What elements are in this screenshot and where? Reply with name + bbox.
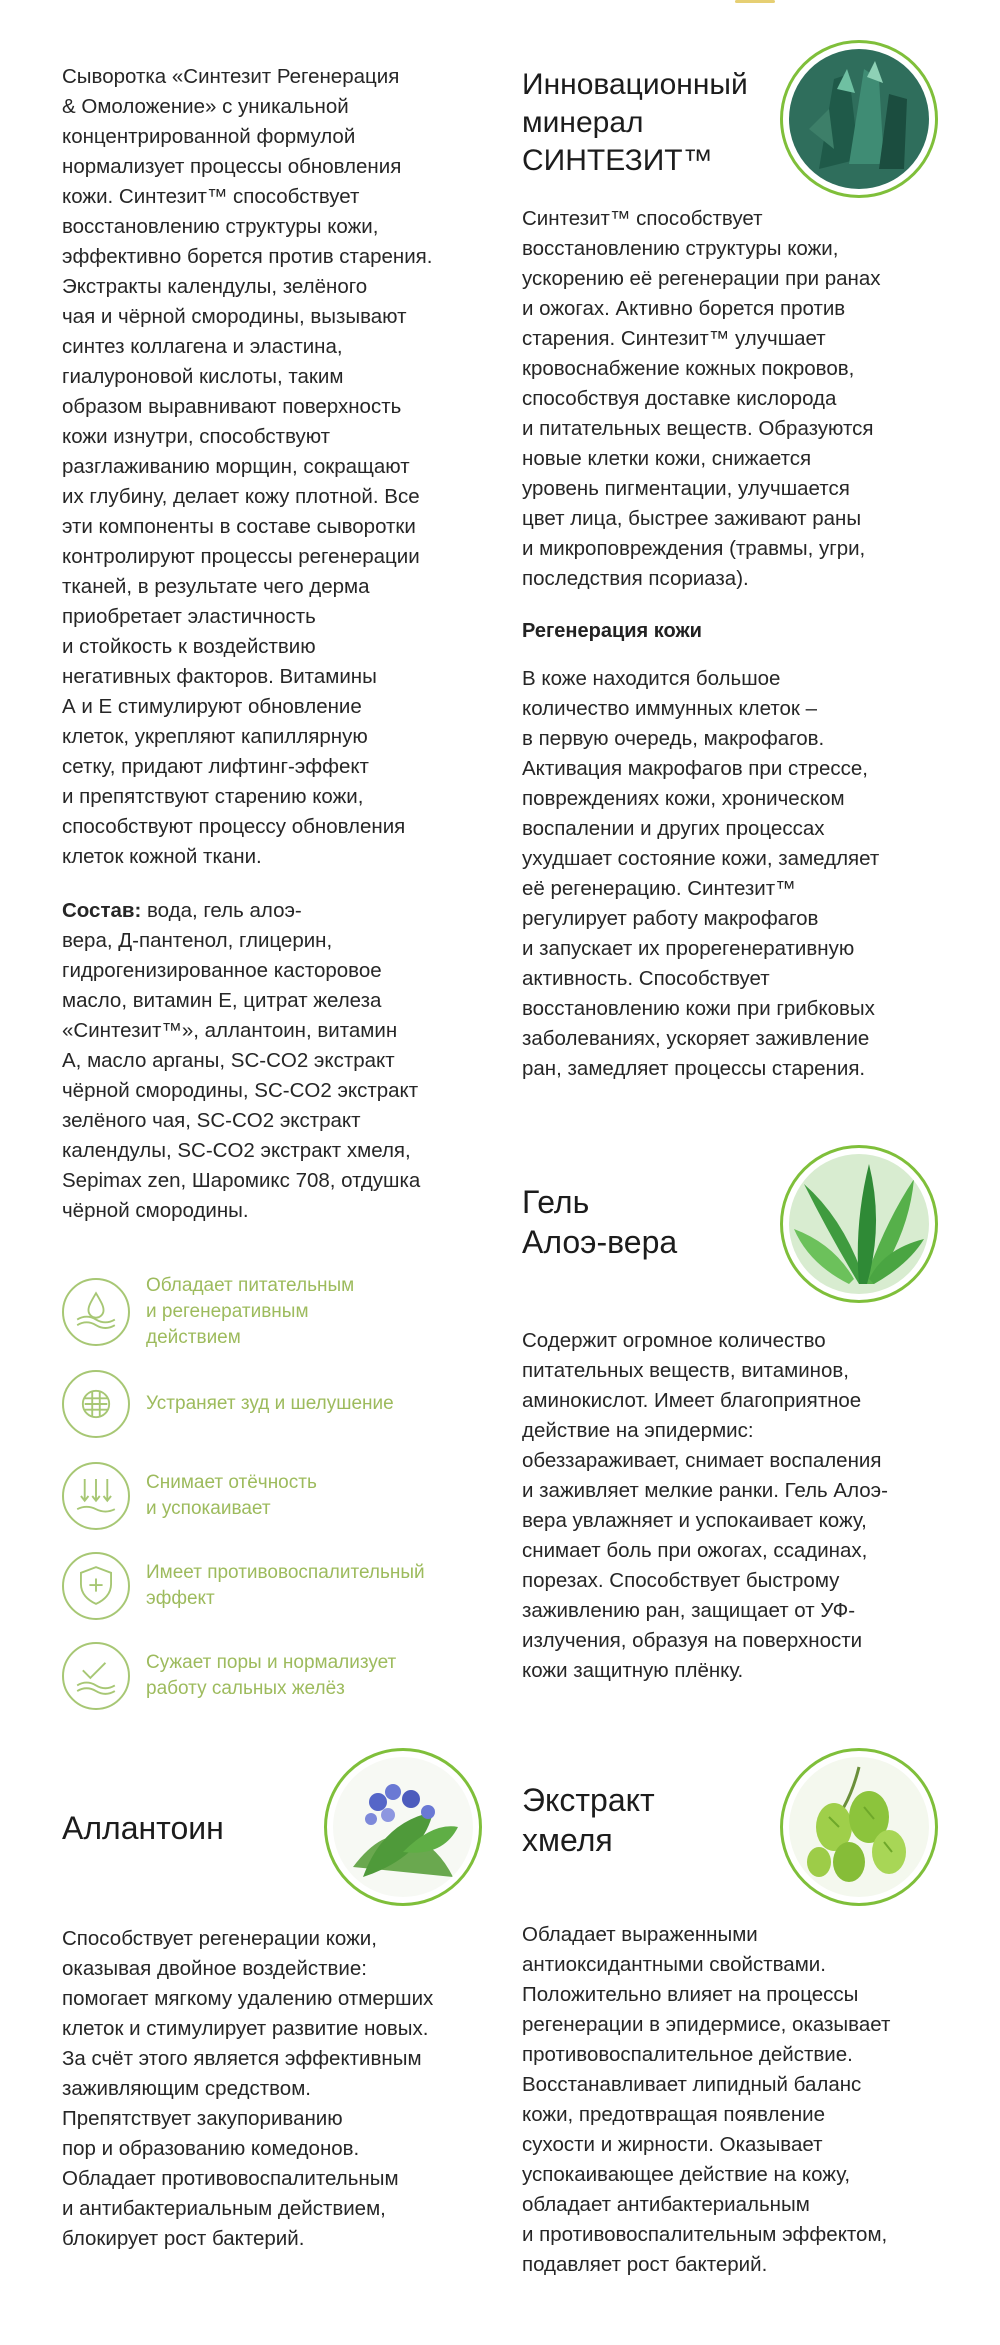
- composition-label: Состав:: [62, 899, 142, 922]
- benefit-item: [62, 1552, 482, 1628]
- allantoin-image: [324, 1748, 482, 1906]
- itch-relief-icon: [62, 1370, 130, 1438]
- down-arrows-icon: [62, 1462, 130, 1530]
- allantoin-text: Способствует регенерации кожи, оказывая двойное воздействие: помогает мягкому удалению отмерших клеток и стимулирует развитие новых. За счёт этого является эффективным заживляющим средством. Препятствует закупориванию пор и образованию комедонов. Обладает противовоспалительным и антибактериальным действием, блокирует рост бактерий.: [62, 1927, 434, 2250]
- skin-regeneration-subheading: Регенерация кожи: [522, 620, 702, 642]
- pores-check-icon: [62, 1642, 130, 1710]
- hops-image: [780, 1748, 938, 1906]
- hops-text: Обладает выраженными антиоксидантными свойствами. Положительно влияет на процессы регенерации в эпидермисе, оказывает противовоспалительное действие. Восстанавливает липидный баланс кожи, предотвращая появление сухости и жирности. Оказывает успокаивающее действие на кожу, обладает антибактериальным и противовоспалительным эффектом, подавляет рост бактерий.: [522, 1923, 891, 2276]
- benefit-label: Устраняет зуд и шелушение: [146, 1393, 394, 1414]
- benefit-item: [62, 1370, 482, 1446]
- aloe-title: Гель Алоэ-вера: [522, 1184, 678, 1260]
- benefit-item: [62, 1642, 482, 1718]
- intro-paragraph: Сыворотка «Синтезит Регенерация & Омоложение» с уникальной концентрированной формулой нормализует процессы обновления кожи. Синтезит™ способствует восстановлению структуры кожи, эффективно борется против старения. Экстракты календулы, зелёного чая и чёрной смородины, вызывают синтез коллагена и эластина, гиалуроновой кислоты, таким образом выравнивают поверхность кожи изнутри, способствуют разглаживанию морщин, сокращают их глубину, делает кожу плотной. Все эти компоненты в составе сыворотки контролируют процессы регенерации тканей, в результате чего дерма приобретает эластичность и стойкость к воздействию негативных факторов. Витамины А и Е стимулируют обновление клеток, укрепляют капиллярную сетку, придают лифтинг-эффект и препятствуют старению кожи, способствуют процессу обновления клеток кожной ткани.: [62, 65, 433, 868]
- syntezit-mineral-image: [780, 40, 938, 198]
- hops-title: Экстракт хмеля: [522, 1782, 655, 1858]
- skin-regeneration-text: В коже находится большое количество иммунных клеток – в первую очередь, макрофагов. Активация макрофагов при стрессе, повреждениях кожи, хроническом воспалении и других процессах ухудшает состояние кожи, замедляет её регенерацию. Синтезит™ регулирует работу макрофагов и запускает их прорегенеративную активность. Способствует восстановлению кожи при грибковых заболеваниях, ускоряет заживление ран, замедляет процессы старения.: [522, 667, 880, 1080]
- aloe-text: Содержит огромное количество питательных веществ, витаминов, аминокислот. Имеет благоприятное действие на эпидермис: обеззараживает, снимает воспаления и заживляет мелкие ранки. Гель Алоэ- вера увлажняет и успокаивает кожу, снимает боль при ожогах, ссадинах, порезах. Способствует быстрому заживлению ран, защищает от УФ- излучения, образуя на поверхности кожи защитную плёнку.: [522, 1329, 888, 1682]
- benefit-label: Сужает поры и нормализует работу сальных желёз: [146, 1652, 397, 1699]
- aloe-image: [780, 1145, 938, 1303]
- composition-block: [62, 896, 502, 1226]
- shield-icon: [62, 1552, 130, 1620]
- skin-layers-drop-icon: [62, 1278, 130, 1346]
- top-decoration: [735, 0, 775, 3]
- benefit-item: [62, 1275, 482, 1354]
- syntezit-title: Инновационный минерал СИНТЕЗИТ™: [522, 68, 748, 177]
- allantoin-title: Аллантоин: [62, 1810, 224, 1846]
- syntezit-text: Синтезит™ способствует восстановлению структуры кожи, ускорению её регенерации при ранах и ожогах. Активно борется против старения. Синтезит™ улучшает кровоснабжение кожных покровов, способствуя доставке кислорода и питательных веществ. Образуются новые клетки кожи, снижается уровень пигментации, улучшается цвет лица, быстрее заживают раны и микроповреждения (травмы, угри, последствия псориаза).: [522, 207, 881, 590]
- benefit-item: [62, 1462, 482, 1538]
- benefit-label: Имеет противовоспалительный эффект: [146, 1562, 425, 1609]
- benefit-label: Обладает питательным и регенеративным действием: [146, 1275, 355, 1348]
- benefit-label: Снимает отёчность и успокаивает: [146, 1472, 317, 1519]
- composition-text: вода, гель алоэ- вера, Д-пантенол, глицерин, гидрогенизированное касторовое масло, витамин Е, цитрат железа «Синтезит™», аллантоин, витамин А, масло арганы, SC-CO2 экстракт чёрной смородины, SC-CO2 экстракт зелёного чая, SC-CO2 экстракт календулы, SC-CO2 экстракт хмеля, Sepimax zen, Шаромикс 708, отдушка чёрной смородины.: [62, 899, 421, 1222]
